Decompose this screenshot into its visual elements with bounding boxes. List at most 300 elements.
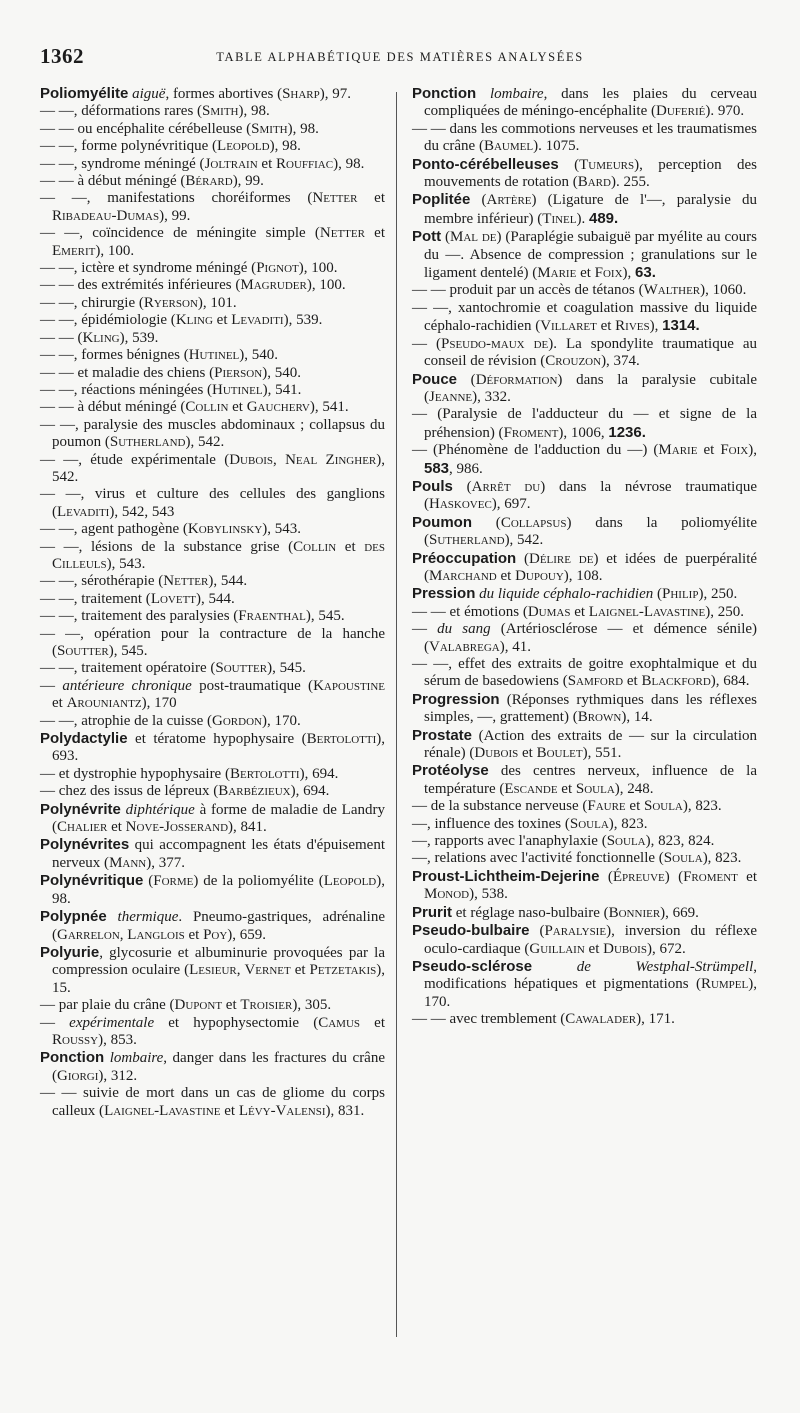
entry-text: ), 694. [299, 765, 339, 782]
entry-text: et réglage naso-bulbaire ( [452, 904, 609, 921]
entry-text: et [228, 399, 247, 416]
entry-text: — — ( [40, 329, 83, 346]
entry-text: — —, traitement ( [40, 590, 151, 607]
entry-text: et [52, 695, 67, 712]
entry-italic: de Westphal-Strümpell [576, 958, 754, 975]
author-name: Laignel-Lavastine [588, 603, 706, 620]
page-ref-bold: 63. [635, 264, 656, 282]
index-entry [40, 330, 385, 347]
index-entry [412, 514, 757, 550]
author-name: Chalier [57, 819, 108, 836]
author-name: Netter [312, 190, 358, 207]
index-entry [412, 691, 757, 727]
entry-text: , [236, 962, 245, 979]
entry-text: ) et idées de puerpéralité ( [424, 550, 758, 584]
page-ref-bold: 1314. [662, 317, 700, 335]
entry-text: ), 97. [319, 86, 352, 102]
author-name: Boulet [536, 745, 583, 762]
entry-text: ), 669. [660, 904, 699, 921]
entry-text: ), 694. [290, 783, 330, 800]
author-name: Levaditi [231, 312, 284, 329]
entry-text: — — à début méningé ( [40, 399, 186, 416]
author-name: Leopold [217, 138, 270, 155]
author-name: Dumas [527, 603, 571, 620]
entry-headword: Pression [412, 585, 476, 603]
author-name: Baumel [483, 138, 534, 155]
entry-text: ), 542. [504, 532, 544, 549]
entry-text: ), 377. [146, 854, 185, 871]
page-ref-bold: 1236. [608, 423, 646, 441]
entry-text: et tératome hypophysaire ( [127, 731, 307, 748]
entry-italic: du sang [437, 621, 491, 638]
entry-text: et [360, 1014, 385, 1031]
entry-text: et [257, 155, 276, 172]
entry-headword: Progression [412, 690, 500, 708]
author-name: Faure [587, 798, 626, 815]
author-name: Gaucherv [246, 399, 310, 416]
entry-text: ), 841. [228, 819, 267, 836]
entry-headword: Poumon [412, 513, 472, 531]
entry-text: , danger dans les fractures du crâne ( [52, 1050, 386, 1084]
entry-text: et [557, 780, 576, 797]
index-entry [412, 282, 757, 299]
entry-text: ). 1075. [533, 138, 580, 155]
entry-text: et [222, 997, 241, 1014]
entry-text: — —, sérothérapie ( [40, 573, 164, 590]
index-entry [412, 850, 757, 867]
entry-text: — chez des issus de lépreux ( [40, 783, 219, 800]
entry-text: et [290, 962, 310, 979]
entry-text: et [584, 940, 604, 957]
entry-text: ), 98. [333, 155, 365, 172]
author-name: Netter [163, 573, 209, 590]
entry-text: — [412, 621, 438, 638]
entry-text: ( [452, 478, 472, 495]
author-name: Lévy-Valensi [238, 1102, 326, 1119]
index-entry [40, 730, 385, 766]
entry-text: ), 15. [52, 962, 386, 996]
entry-text: ). 255. [610, 174, 650, 191]
entry-text: — — et maladie des chiens ( [40, 364, 215, 381]
index-entry [412, 1011, 757, 1028]
index-entry [40, 417, 385, 452]
entry-headword: Pott [412, 228, 442, 246]
entry-headword: Pouce [412, 370, 458, 388]
entry-text: ), 543. [262, 521, 302, 538]
entry-text: ) (Paraplégie subaiguë par myélite au cours du —. Absence de compression ; granulations sur le ligament dentelé) ( [424, 229, 757, 282]
entry-text: — — suivie de mort dans un cas de gliome du corps calleux ( [40, 1085, 385, 1119]
entry-text: ) dans la poliomyélite ( [424, 514, 758, 549]
entry-text: — —, forme polynévritique ( [40, 138, 218, 155]
index-entry [412, 156, 757, 192]
entry-text: — — dans les commotions nerveuses et les traumatismes du crâne ( [412, 120, 757, 155]
index-entry [412, 442, 757, 478]
index-entry [40, 295, 385, 312]
entry-headword: Poliomyélite [40, 85, 129, 102]
page-number: 1362 [40, 44, 84, 68]
index-entry [412, 478, 757, 514]
author-name: Dubois [229, 451, 274, 468]
entry-text: ), 823, 824. [645, 833, 715, 850]
index-entry [40, 173, 385, 190]
entry-text: — —, chirurgie ( [40, 294, 144, 311]
author-name: Roussy [52, 1031, 99, 1048]
index-entry [40, 573, 385, 590]
author-name: Sutherland [109, 434, 186, 451]
author-name: Sharp [282, 86, 320, 102]
entry-text: , formes abortives ( [165, 86, 283, 102]
author-name: Camus [318, 1014, 361, 1031]
entry-text: ) dans la paralysie cubitale ( [424, 371, 758, 405]
author-name: Kapoustine [313, 677, 386, 694]
entry-text: ), 98. [52, 873, 386, 907]
entry-text: qui accompagnent les états d'épuisement nerveux ( [52, 837, 385, 871]
index-entry [412, 406, 757, 442]
entry-text: ), 100. [95, 242, 135, 259]
author-name: Marchand [429, 567, 497, 584]
index-entry [40, 452, 385, 487]
entry-text: ), 540. [262, 364, 301, 381]
author-name: Tinel [542, 210, 577, 227]
index-entry [40, 997, 385, 1014]
author-name: Dupouy [515, 567, 564, 584]
entry-headword: Ponto-cérébelleuses [412, 155, 559, 173]
entry-text: ) de la poliomyélite ( [193, 873, 324, 890]
author-name: Forme [153, 873, 194, 890]
entry-text: —, influence des toxines ( [412, 815, 570, 832]
entry-text: et hypophysectomie ( [154, 1014, 319, 1031]
entry-headword: Polynévrites [40, 836, 130, 854]
author-name: Smith [202, 103, 239, 120]
author-name: Rouffiac [276, 155, 334, 172]
author-name: Paralysie [544, 923, 607, 940]
entry-text: — —, lésions de la substance grise ( [40, 538, 294, 555]
entry-text: ), 659. [227, 926, 267, 943]
entry-text: et [596, 318, 616, 335]
entry-text: ), 100. [298, 260, 338, 277]
index-entry [40, 836, 385, 872]
entry-text: — —, manifestations choréiformes ( [40, 190, 313, 207]
entry-text: ), 98. [238, 103, 270, 120]
author-name: Lovett [150, 590, 197, 607]
index-entry [412, 727, 757, 763]
entry-italic: aiguë [132, 86, 166, 102]
entry-italic: lombaire [489, 86, 544, 102]
entry-text: — —, paralysie des muscles abdominaux ; collapsus du poumon ( [40, 416, 385, 451]
author-name: Poy [203, 926, 228, 943]
index-entry [412, 300, 757, 336]
entry-headword: Polynévrite [40, 800, 121, 818]
author-name: Collapsus [500, 514, 567, 531]
entry-text: ), 544. [208, 573, 248, 590]
entry-text: et [336, 538, 365, 555]
entry-headword: Pouls [412, 477, 453, 495]
left-column [40, 85, 385, 1120]
author-name: Laignel-Lavastine [104, 1102, 221, 1119]
index-entry [40, 908, 385, 944]
author-name: Dubois [603, 940, 647, 957]
entry-text: et [212, 312, 232, 329]
entry-text [107, 909, 118, 925]
author-name: Neal Zingher [285, 451, 377, 468]
author-name: Petzetakis [309, 962, 377, 979]
entry-text: ), 544. [196, 590, 235, 607]
entry-italic: diphtérique [125, 801, 195, 818]
entry-text: post-traumatique ( [191, 677, 314, 694]
index-entry [412, 621, 757, 656]
author-name: Artère [486, 192, 532, 209]
entry-text: et [697, 442, 721, 459]
entry-text: ), 542. [185, 434, 225, 451]
entry-text: ), 374. [601, 353, 640, 370]
entry-headword: Ponction [412, 85, 477, 102]
author-name: Levaditi [57, 503, 110, 520]
entry-italic: antérieure chronique [62, 677, 192, 694]
entry-text: et [220, 1102, 239, 1119]
entry-text: —, relations avec l'activité fonctionnelle ( [412, 850, 664, 867]
index-entry [412, 833, 757, 850]
entry-text: — —, agent pathogène ( [40, 521, 188, 538]
author-name: Bard [577, 174, 611, 191]
entry-headword: Protéolyse [412, 762, 489, 780]
entry-italic: expérimentale [69, 1014, 155, 1031]
author-name: Ribadeau-Dumas [52, 207, 160, 224]
entry-text: ), 312. [98, 1067, 138, 1084]
entry-headword: Polypnée [40, 908, 107, 926]
entry-text: , modifications hépatiques et pigmentations ( [424, 958, 757, 993]
entry-text: des centres nerveux, influence de la température ( [424, 763, 757, 797]
index-entry [40, 138, 385, 155]
entry-text: ), 101. [197, 294, 237, 311]
author-name: Emerit [52, 242, 96, 259]
entry-headword: Polyurie [40, 943, 100, 961]
entry-text: et [357, 190, 386, 207]
author-name: Lesieur [189, 962, 237, 979]
index-entry [40, 277, 385, 294]
index-entry [40, 944, 385, 997]
page-header [40, 44, 760, 68]
author-name: Langlois [127, 926, 185, 943]
author-name: Sutherland [429, 532, 505, 549]
entry-text: , [273, 451, 286, 468]
entry-text: ), 99. [232, 173, 264, 190]
entry-text: ), 542, 543 [109, 503, 175, 520]
author-name: Nove-Josserand [125, 819, 229, 836]
index-entry [412, 868, 757, 904]
author-name: des Cilleuls [52, 538, 386, 572]
entry-text: ), 171. [636, 1011, 675, 1028]
entry-text: ), 684. [710, 673, 750, 690]
index-entry [412, 958, 757, 1011]
author-name: Jeanne [429, 388, 473, 405]
entry-headword: Prurit [412, 903, 453, 921]
entry-text: — — ou encéphalite cérébelleuse ( [40, 120, 252, 137]
author-name: Guillain [529, 940, 585, 957]
index-entry [412, 228, 757, 282]
index-entry [40, 347, 385, 364]
author-name: Samford [567, 673, 624, 690]
index-entry [40, 190, 385, 225]
author-name: Foix [594, 265, 623, 282]
author-name: Monod [424, 886, 470, 903]
entry-text: ) ( [664, 868, 684, 885]
entry-text: — [40, 677, 63, 694]
author-name: Tumeurs [579, 156, 635, 173]
index-entry [412, 922, 757, 958]
author-name: Vernet [244, 962, 291, 979]
entry-text: . Pneumo-gastriques, adrénaline ( [52, 909, 385, 943]
entry-text: ), 541. [262, 381, 302, 398]
author-name: Gordon [212, 712, 262, 729]
entry-headword: Pseudo-sclérose [412, 957, 533, 975]
author-name: Barbézieux [218, 783, 291, 800]
entry-text: — ( [412, 335, 441, 352]
entry-text: ), 538. [469, 886, 508, 903]
author-name: Épreuve [612, 868, 665, 885]
entry-headword: Prostate [412, 726, 473, 744]
author-name: Villaret [540, 318, 597, 335]
author-name: Soula [606, 833, 646, 850]
entry-italic: thermique [117, 909, 179, 926]
author-name: Kling [175, 312, 213, 329]
entry-text [476, 86, 490, 102]
entry-headword: Préoccupation [412, 549, 517, 567]
entry-text: — —, déformations rares ( [40, 103, 203, 120]
author-name: Walther [643, 282, 701, 299]
entry-text: et [625, 798, 644, 815]
author-name: Troisier [240, 997, 293, 1014]
entry-text [532, 959, 577, 975]
author-name: Rives [615, 318, 650, 335]
author-name: Magruder [240, 277, 307, 294]
entry-text: — — avec tremblement ( [412, 1011, 566, 1028]
entry-text: et [570, 603, 589, 620]
entry-text: ), 539. [119, 329, 159, 346]
entry-text: ). [576, 210, 589, 227]
entry-text: et [518, 745, 537, 762]
entry-text: ( [558, 156, 580, 173]
entry-text: , dans les plaies du cerveau compliquées de méningo-encéphalite ( [424, 86, 757, 120]
entry-text: ), 98. [287, 120, 319, 137]
entry-text: ), 248. [614, 780, 654, 797]
entry-text: — (Paralysie de l'adducteur du — et signe de la préhension) ( [412, 406, 757, 441]
entry-text: , 986. [449, 460, 483, 477]
entry-headword: Polydactylie [40, 730, 128, 748]
entry-text: — —, atrophie de la cuisse ( [40, 712, 213, 729]
entry-text: ( [516, 550, 529, 567]
entry-text: ), [748, 442, 757, 459]
index-entry [40, 713, 385, 730]
author-name: Duferié [656, 103, 706, 120]
index-entry [40, 85, 385, 103]
entry-text: — (Phénomène de l'adduction du —) ( [412, 442, 659, 459]
entry-text: — —, étude expérimentale ( [40, 451, 230, 468]
author-name: Soula [663, 850, 703, 867]
entry-text: et [623, 673, 642, 690]
index-entry [40, 678, 385, 713]
entry-text: — par plaie du crâne ( [40, 997, 175, 1014]
author-name: Froment [683, 868, 738, 885]
entry-text: — — à début méningé ( [40, 173, 186, 190]
author-name: Bertolotti [306, 731, 377, 748]
entry-text: — —, virus et culture des cellules des ganglions ( [40, 486, 385, 520]
author-name: Kling [82, 329, 120, 346]
author-name: Kobylinsky [187, 521, 263, 538]
entry-text: ), 100. [306, 277, 346, 294]
entry-text: ), 170. [424, 976, 757, 1010]
entry-headword: Polynévritique [40, 872, 144, 890]
entry-italic: du liquide céphalo-rachidien [479, 586, 654, 603]
index-entry [40, 801, 385, 837]
entry-text: ), 540. [239, 347, 279, 364]
entry-text: — —, traitement opératoire ( [40, 660, 216, 677]
entry-text: ), 108. [563, 567, 603, 584]
entry-text: — —, xantochromie et coagulation massive du liquide céphalo-rachidien ( [412, 299, 757, 335]
entry-text: — et dystrophie hypophysaire ( [40, 765, 230, 782]
entry-text: (Artériosclérose — et démence sénile) ( [424, 621, 758, 655]
entry-text: — de la substance nerveuse ( [412, 798, 588, 815]
index-entry [412, 904, 757, 922]
index-entry [412, 816, 757, 833]
author-name: Soula [569, 815, 609, 832]
index-entry [40, 872, 385, 908]
index-entry [40, 382, 385, 399]
entry-text: (Réponses rythmiques dans les réflexes simples, —, grattement) ( [424, 691, 757, 726]
author-name: Marie [537, 265, 577, 282]
index-entry [40, 539, 385, 574]
entry-text: ), 41. [499, 638, 531, 655]
entry-text: ), inversion du réflexe oculo-cardiaque ( [424, 923, 757, 957]
entry-text: ), 250. [698, 586, 738, 603]
entry-text: — —, ictère et syndrome méningé ( [40, 260, 257, 277]
index-entry [412, 336, 757, 371]
index-entry [40, 1049, 385, 1085]
author-name: Arrêt du [471, 478, 541, 495]
index-entry [40, 103, 385, 120]
index-entry [40, 156, 385, 173]
entry-text: — —, traitement des paralysies ( [40, 608, 239, 625]
index-entry [412, 85, 757, 121]
author-name: Pseudo-maux de [440, 335, 549, 352]
entry-text: ), 697. [491, 496, 531, 513]
author-name: Joltrain [204, 155, 258, 172]
entry-text: ). 970. [705, 103, 745, 120]
entry-text: et [184, 926, 204, 943]
index-entry [40, 521, 385, 538]
index-entry [40, 399, 385, 416]
index-entry [412, 585, 757, 603]
entry-text: — —, épidémiologie ( [40, 312, 176, 329]
entry-text: ( [653, 586, 663, 603]
author-name: Netter [319, 225, 365, 242]
entry-text: ), 823. [702, 850, 742, 867]
index-entry [40, 626, 385, 661]
entry-text: ( [441, 229, 451, 246]
author-name: Déformation [475, 371, 558, 388]
index-entry [40, 766, 385, 783]
entry-text: ), 545. [267, 660, 306, 677]
author-name: Mann [109, 854, 147, 871]
entry-text: — — des extrémités inférieures ( [40, 277, 241, 294]
entry-text: ), 170 [141, 695, 177, 712]
entry-text: — [40, 1014, 70, 1031]
index-entry [40, 783, 385, 800]
index-entry [412, 371, 757, 407]
entry-text: ) dans la névrose traumatique ( [424, 478, 757, 513]
author-name: Marie [658, 442, 698, 459]
entry-text: ), 250. [705, 603, 744, 620]
author-name: Bertolotti [229, 765, 300, 782]
